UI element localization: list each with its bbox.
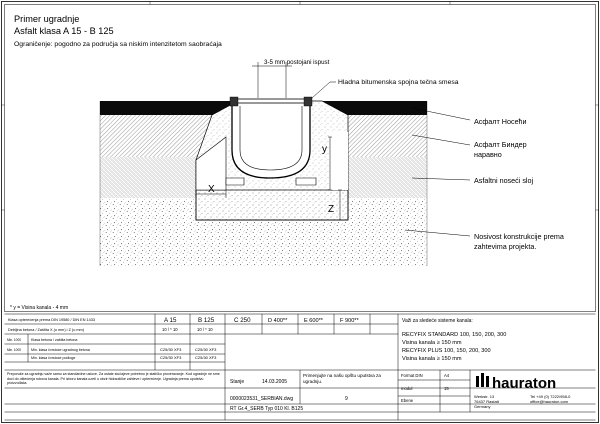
label-asphalt-wearing: Асфалт Носећи (474, 117, 527, 126)
tb-page-num: 9 (345, 396, 348, 402)
tb-class-f900: F 900** (340, 318, 359, 324)
tb-class-c250: C 250 (234, 317, 251, 324)
tb-file-name: 0000023531_SERBIAN.dwg (230, 396, 294, 402)
concrete-recess-right (330, 132, 348, 190)
tb-format-val: A4 (444, 373, 450, 378)
label-asphalt-binder-2: наравно (474, 150, 502, 159)
tb-email: office@hauraton.com (530, 399, 569, 404)
tb-address-1: Werkstr. 13 (474, 394, 495, 399)
dim-y-label: y (322, 144, 327, 155)
tb-notes-2: Pri izboru kanala uzeti u obzir hidrauličke zahteve i opterećenje. Ugradnja prema uputstvu proizvođača. (7, 376, 204, 386)
hauraton-logo-mark (476, 373, 489, 387)
concrete-bed (196, 190, 348, 220)
tb-row3b: Min. 1000 (7, 348, 21, 352)
tb-class-e600: E 600** (304, 318, 323, 324)
tb-valid-3: RECYFIX PLUS 100, 150, 200, 300 (402, 348, 491, 354)
tb-format-label: Format DIN (401, 373, 423, 378)
title-block (5, 314, 596, 420)
tb-class-b125: B 125 (198, 317, 215, 324)
grating-frame-right (304, 97, 312, 106)
tb-notes (7, 372, 221, 386)
header-class: Asfalt klasa A 15 - B 125 (14, 26, 114, 36)
footnote: * y = Visina kanala - 4 mm (10, 305, 69, 311)
tb-class-d400: D 400** (268, 318, 288, 324)
tb-row5-val-a: C25/30 XF3 (160, 355, 182, 360)
tb-row3-label: Klasa betona / zaštita betona (31, 338, 78, 342)
tb-stamp-label: Stanje (230, 379, 245, 385)
tb-row5-label: Min. klasa čvrstoće podloge (31, 356, 76, 360)
tb-bottom-ref: RT Gr.4_SERB Typ 010 Kl. B125 (230, 406, 304, 412)
tb-address-2: 76437 Rastatt (474, 399, 499, 404)
grating-frame-left (230, 97, 238, 106)
tb-valid-4: Visina kanala ≥ 150 mm (402, 356, 462, 362)
brand-name: hauraton (492, 375, 557, 392)
tb-valid-title: Važi za sledeće sisteme kanala: (402, 318, 473, 324)
grating (236, 99, 306, 103)
tb-row2-val-b: 10 / * 10 (197, 327, 213, 332)
tb-row4-val-a: C25/30 XF3 (160, 347, 182, 352)
tb-row2-label: Debljina betona / Zaštita X (u mm) i Z (u mm) (8, 328, 84, 332)
cross-section (100, 59, 564, 266)
hauraton-logo (476, 373, 556, 392)
label-asphalt-base: Asfaltni noseći sloj (474, 176, 534, 185)
annotation-joint: Hladna bitumenska spojna tečna smesa (338, 79, 459, 86)
tb-modul-label: modul (401, 386, 413, 391)
tb-class-a15: A 15 (164, 317, 177, 324)
tb-stamp-date: 14.03.2005 (262, 379, 288, 385)
tb-row3a: Min. 1000 (7, 338, 21, 342)
tb-note-label: Primenjujte na našu opštu uputstva za ugradnju. (303, 373, 381, 384)
tb-notes-1: Preporuke za ugradnju važe samo za standardne uslove. Za ostale slučajeve potrebno je statičko proveravanje. Kod ugradnje ne sme doći do oštećenja rubova kanala. (7, 372, 220, 381)
header-title: Primer ugradnje (14, 14, 80, 24)
annotation-protrusion: 3-5 mm postojani ispust (264, 59, 330, 66)
drainage-channel (232, 104, 310, 178)
tb-modul-val: 15 (444, 386, 449, 391)
label-subbase-1: Nosivost konstrukcije prema (474, 232, 564, 241)
dim-z-label: Z (328, 204, 335, 215)
tb-address-3: Germany (474, 404, 491, 409)
label-subbase-2: zahtevima projekta. (474, 242, 537, 251)
tb-row4-label: Min. klasa čvrstoće ugradnog betona (31, 348, 90, 352)
tb-valid-2: Visina kanala ≥ 150 mm (402, 340, 462, 346)
tb-valid-1: RECYFIX STANDARD 100, 150, 200, 300 (402, 332, 507, 338)
tb-phone: Tel +49 (0) 7222/958-0 (530, 394, 571, 399)
tb-ebene-label: Ebene (401, 398, 414, 403)
tb-row1-label: Klasa opterećenja prema DIN 19580 / DIN EN 1433 (8, 318, 95, 322)
tb-row5-val-b: C25/30 XF3 (195, 355, 217, 360)
header-restriction: Ograničenje: pogodno za područja sa niskim intenzitetom saobraćaja (14, 41, 222, 48)
label-asphalt-binder: Асфалт Биндер (474, 140, 527, 149)
dim-x-label: X (208, 184, 215, 195)
tb-row2-val-a: 10 / * 10 (162, 327, 178, 332)
tb-row4-val-b: C25/30 XF3 (195, 347, 217, 352)
